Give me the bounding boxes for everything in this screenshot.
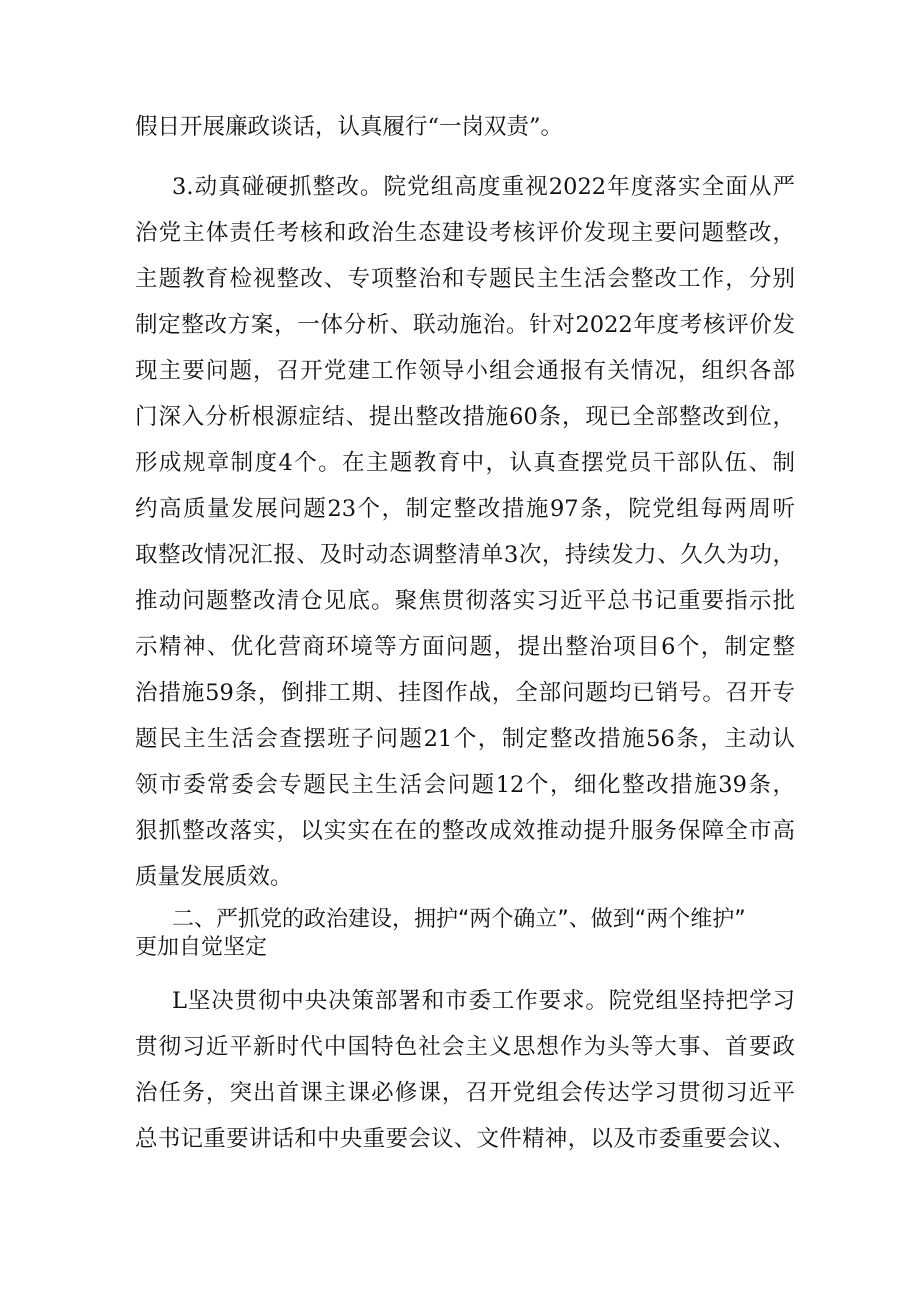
paragraph-line: 总书记重要讲话和中央重要会议、文件精神，以及市委重要会议、 [135,1126,795,1152]
paragraph-line: 治措施59条，倒排工期、挂图作战，全部问题均已销号。召开专 [135,680,795,706]
paragraph-line: 制定整改方案，一体分析、联动施治。针对2022年度考核评价发 [135,312,795,338]
paragraph-line: 约高质量发展问题23个，制定整改措施97条，院党组每两周听 [135,496,795,522]
paragraph-line: 主题教育检视整改、专项整治和专题民主生活会整改工作，分别 [135,266,795,292]
paragraph-line: 取整改情况汇报、及时动态调整清单3次，持续发力、久久为功， [135,542,795,568]
paragraph-line: 假日开展廉政谈话，认真履行“一岗双责”。 [135,114,564,140]
paragraph-line: 现主要问题，召开党建工作领导小组会通报有关情况，组织各部 [135,358,795,384]
paragraph-line: 治任务，突出首课主课必修课，召开党组会传达学习贯彻习近平 [135,1080,795,1106]
paragraph-line: 领市委常委会专题民主生活会问题12个，细化整改措施39条， [135,772,795,798]
paragraph-line: 题民主生活会查摆班子问题21个，制定整改措施56条，主动认 [135,726,795,752]
paragraph-line: 治党主体责任考核和政治生态建设考核评价发现主要问题整改， [135,220,795,246]
section-heading: 二、严抓党的政治建设，拥护“两个确立”、做到“两个维护” [172,907,746,932]
section-heading-continued: 更加自觉坚定 [135,935,268,960]
paragraph-line: 示精神、优化营商环境等方面问题，提出整治项目6个，制定整 [135,634,795,660]
paragraph-line: 质量发展质效。 [135,864,293,890]
paragraph-line: 推动问题整改清仓见底。聚焦贯彻落实习近平总书记重要指示批 [135,588,795,614]
paragraph-line: 形成规章制度4个。在主题教育中，认真查摆党员干部队伍、制 [135,450,795,476]
paragraph-line: 3.动真碰硬抓整改。院党组高度重视2022年度落实全面从严 [172,174,795,200]
paragraph-line: 贯彻习近平新时代中国特色社会主义思想作为头等大事、首要政 [135,1034,795,1060]
paragraph-line: 门深入分析根源症结、提出整改措施60条，现已全部整改到位， [135,404,795,430]
paragraph-line: 狠抓整改落实，以实实在在的整改成效推动提升服务保障全市高 [135,818,795,844]
paragraph-line: L坚决贯彻中央决策部署和市委工作要求。院党组坚持把学习 [172,988,795,1014]
